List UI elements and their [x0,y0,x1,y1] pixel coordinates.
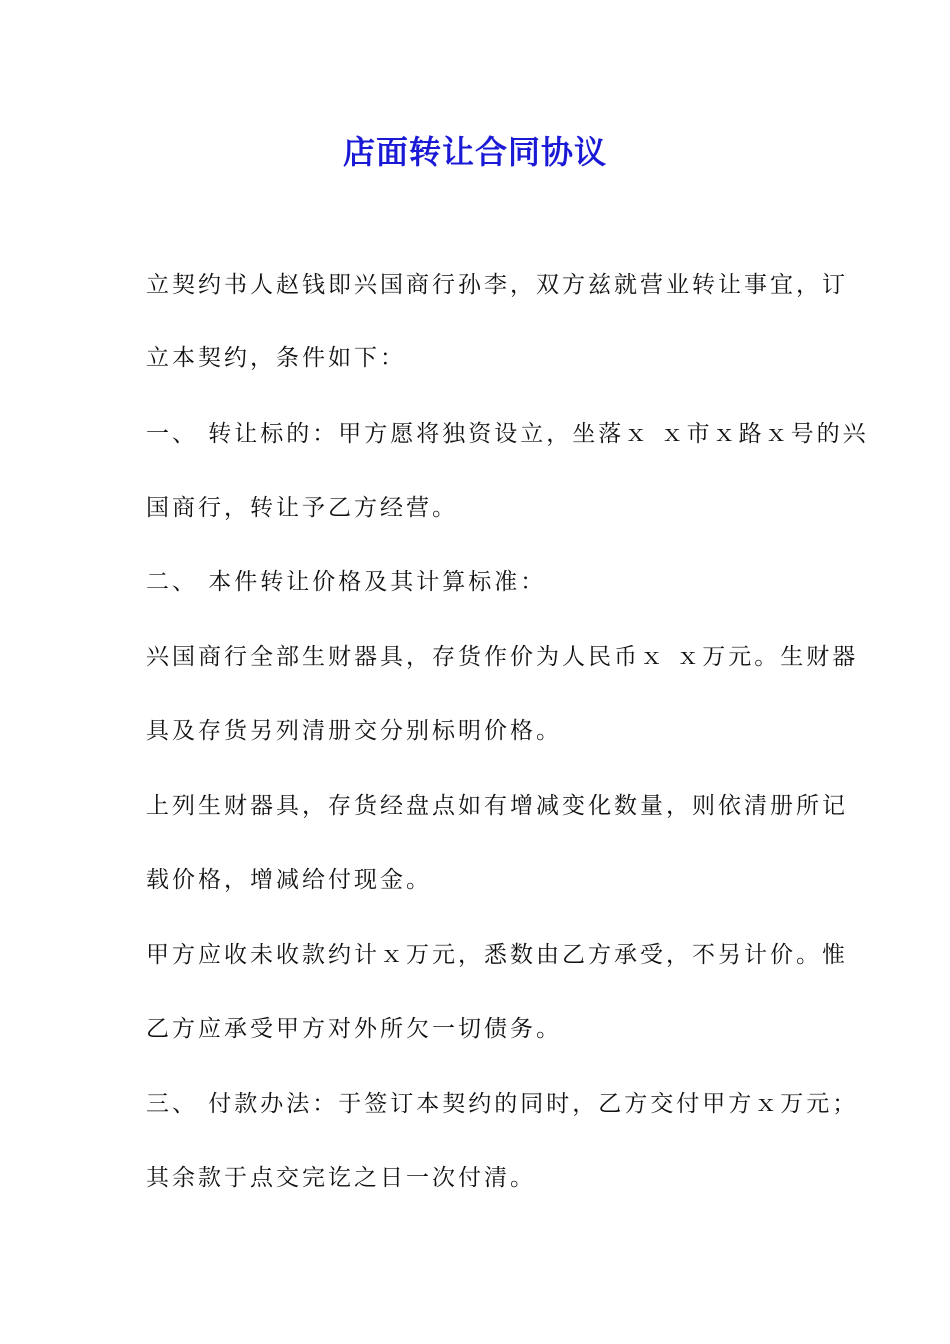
paragraph-line: 国商行，转让予乙方经营。 [146,495,458,521]
paragraph-line: 其余款于点交完讫之日一次付清。 [146,1165,536,1191]
paragraph-line: 甲方应收未收款约计ｘ万元，悉数由乙方承受，不另计价。惟 [146,942,848,968]
paragraph-line: 一、 转让标的：甲方愿将独资设立，坐落ｘ ｘ市ｘ路ｘ号的兴 [146,421,869,447]
paragraph-line: 立本契约，条件如下： [146,345,406,371]
paragraph-line: 立契约书人赵钱即兴国商行孙李，双方兹就营业转让事宜，订 [146,272,848,298]
paragraph-line: 乙方应承受甲方对外所欠一切债务。 [146,1016,562,1042]
paragraph-line: 兴国商行全部生财器具，存货作价为人民币ｘ ｘ万元。生财器 [146,644,859,670]
paragraph-line: 上列生财器具，存货经盘点如有增减变化数量，则依清册所记 [146,793,848,819]
paragraph-line: 三、 付款办法：于签订本契约的同时，乙方交付甲方ｘ万元； [146,1091,859,1117]
document-title: 店面转让合同协议 [342,133,607,171]
paragraph-line: 具及存货另列清册交分别标明价格。 [146,718,562,744]
paragraph-line: 载价格，增减给付现金。 [146,867,432,893]
paragraph-line: 二、 本件转让价格及其计算标准： [146,569,547,595]
